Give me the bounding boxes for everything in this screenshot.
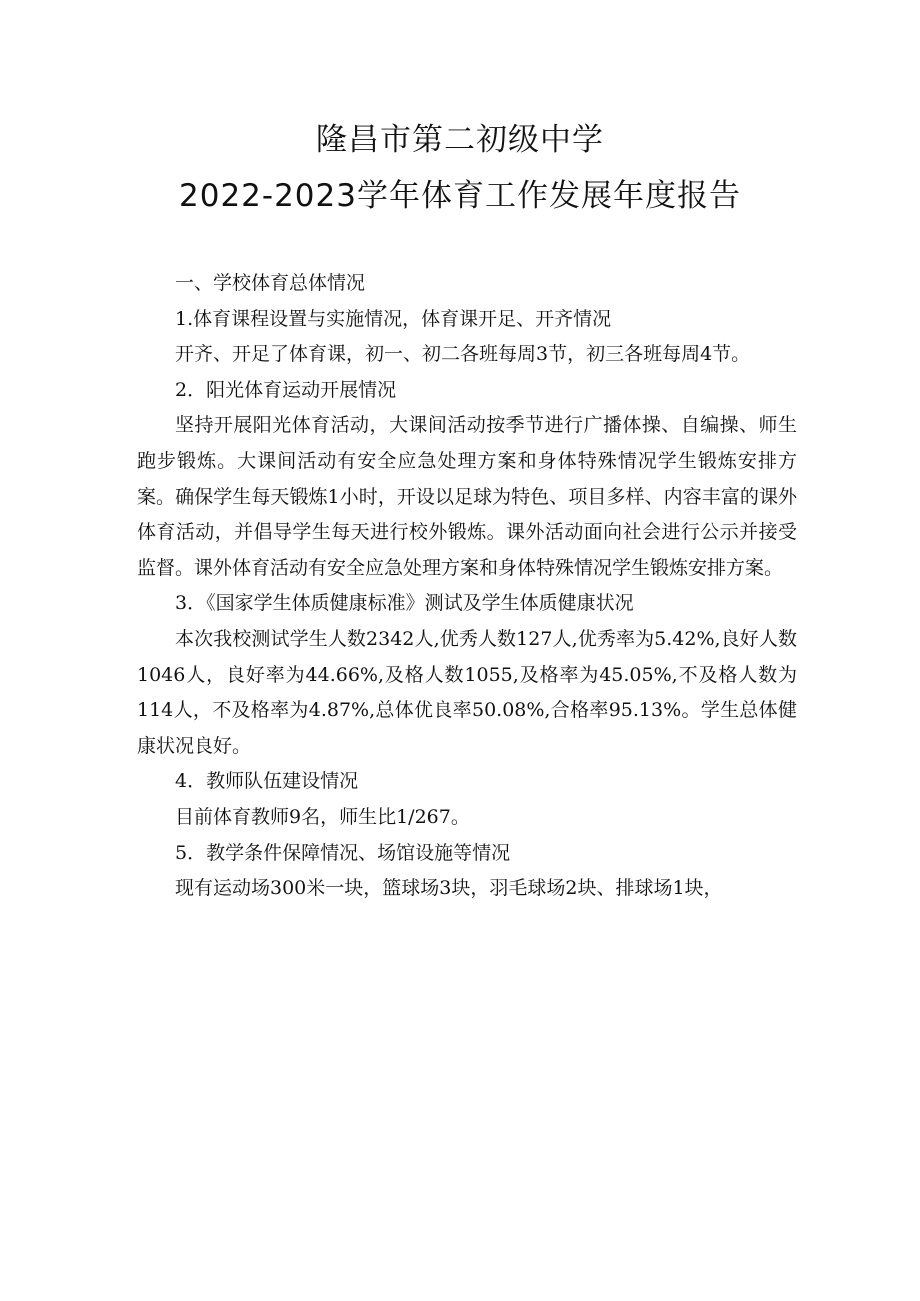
section-heading-overview: 一、学校体育总体情况 [175, 272, 366, 294]
paragraph-fitness-test: 本次我校测试学生人数2342人,优秀人数127人,优秀率为5.42%,良好人数1046人，良好率为44.66%,及格人数1055,及格率为45.05%,不及格人数为114人，不及格率为4.87%,总体优良率50.08%,合格率95.13%。学生总体健康状况良好。 [137, 627, 797, 757]
document-title-report: 2022-2023学年体育工作发展年度报告 [179, 178, 741, 214]
document-body [137, 266, 797, 907]
subheading-facilities: 5．教学条件保障情况、场馆设施等情况 [175, 841, 511, 864]
subheading-curriculum: 1.体育课程设置与实施情况，体育课开足、开齐情况 [175, 307, 612, 330]
paragraph-curriculum: 开齐、开足了体育课，初一、初二各班每周3节，初三各班每周4节。 [175, 343, 751, 366]
paragraph-teachers: 目前体育教师9名，师生比1/267。 [175, 805, 470, 828]
paragraph-sunshine-sports: 坚持开展阳光体育活动，大课间活动按季节进行广播体操、自编操、师生跑步锻炼。大课间活动有安全应急处理方案和身体特殊情况学生锻炼安排方案。确保学生每天锻炼1小时，开设以足球为特色、项目多样、内容丰富的课外体育活动，并倡导学生每天进行校外锻炼。课外活动面向社会进行公示并接受监督。课外体育活动有安全应急处理方案和身体特殊情况学生锻炼安排方案。 [137, 414, 797, 579]
subheading-sunshine-sports: 2．阳光体育运动开展情况 [175, 378, 397, 401]
paragraph-facilities: 现有运动场300米一块，篮球场3块，羽毛球场2块、排球场1块， [175, 877, 723, 900]
document-title-school: 隆昌市第二初级中学 [316, 122, 604, 158]
subheading-fitness-test: 3．《国家学生体质健康标准》测试及学生体质健康状况 [175, 592, 634, 615]
subheading-teachers: 4．教师队伍建设情况 [175, 770, 359, 793]
